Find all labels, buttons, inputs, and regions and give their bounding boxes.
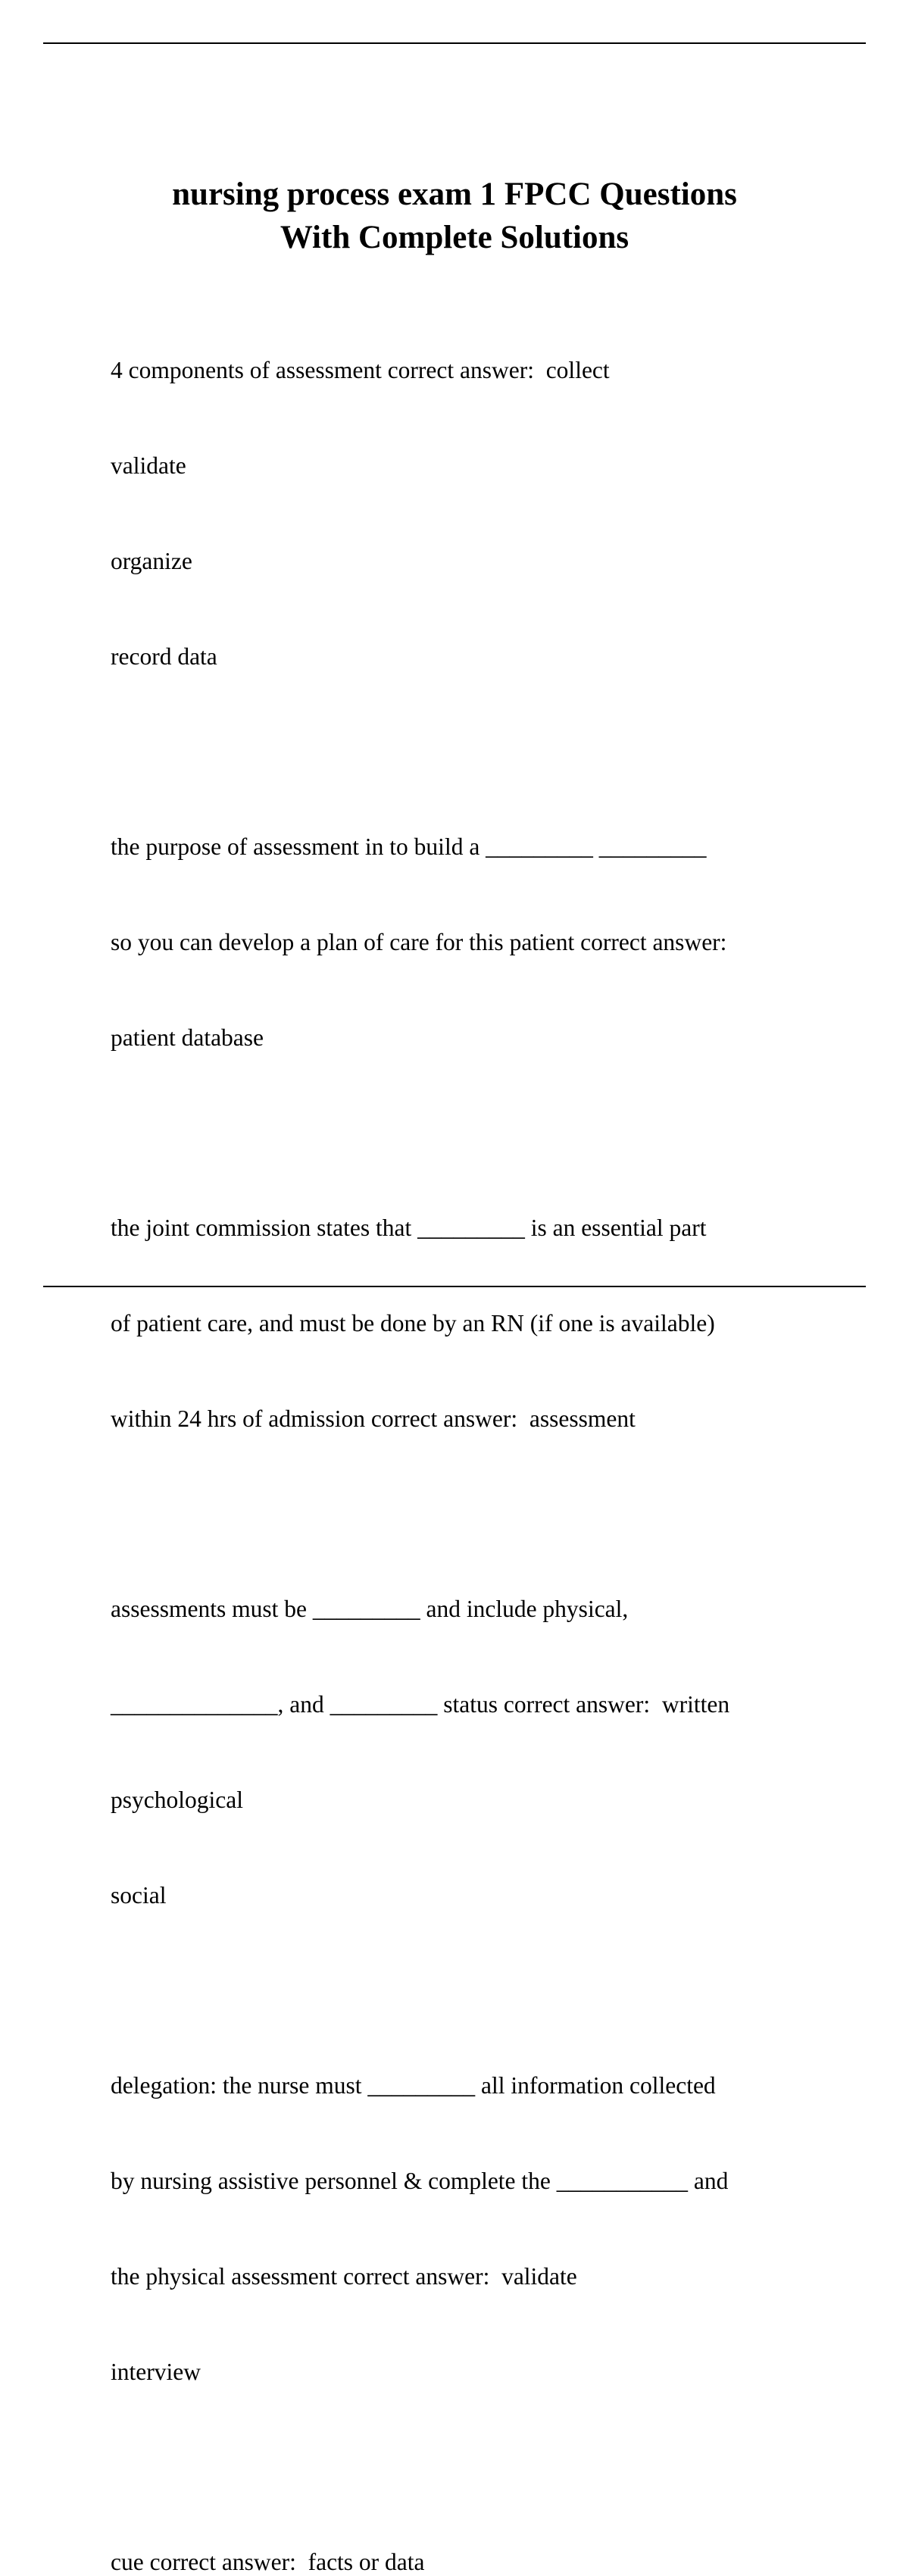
qa-line: within 24 hrs of admission correct answer: assessment xyxy=(111,1405,636,1432)
qa-line: social xyxy=(111,1882,167,1909)
qa-item xyxy=(111,291,838,736)
qa-line: so you can develop a plan of care for this patient correct answer: xyxy=(111,929,727,955)
top-rule xyxy=(43,42,866,44)
qa-list xyxy=(111,291,838,2576)
qa-line: record data xyxy=(111,643,217,670)
document-title xyxy=(0,173,909,259)
qa-line: cue correct answer: facts or data xyxy=(111,2549,425,2575)
bottom-rule xyxy=(43,1286,866,1287)
qa-line: the physical assessment correct answer: validate xyxy=(111,2263,577,2290)
qa-line: delegation: the nurse must _________ all information collected xyxy=(111,2072,716,2099)
qa-line: validate xyxy=(111,452,186,479)
title-line: With Complete Solutions xyxy=(280,220,629,255)
qa-line: interview xyxy=(111,2359,201,2385)
qa-item xyxy=(111,1149,838,1499)
qa-line: the purpose of assessment in to build a _________ _________ xyxy=(111,833,707,860)
title-line: nursing process exam 1 FPCC Questions xyxy=(172,177,737,212)
qa-line: psychological xyxy=(111,1787,243,1813)
qa-line: assessments must be _________ and include physical, xyxy=(111,1596,629,1622)
qa-line: patient database xyxy=(111,1024,264,1051)
qa-line: 4 components of assessment correct answer: collect xyxy=(111,357,610,383)
qa-line: ______________, and _________ status correct answer: written xyxy=(111,1691,730,1718)
qa-item xyxy=(111,767,838,1118)
qa-item xyxy=(111,1530,838,1975)
qa-line: of patient care, and must be done by an RN (if one is available) xyxy=(111,1310,715,1336)
qa-line: organize xyxy=(111,548,192,574)
qa-item xyxy=(111,2006,838,2452)
qa-line: the joint commission states that _________ is an essential part xyxy=(111,1215,707,1241)
qa-line: by nursing assistive personnel & complete the ___________ and xyxy=(111,2168,729,2194)
qa-item xyxy=(111,2483,838,2576)
